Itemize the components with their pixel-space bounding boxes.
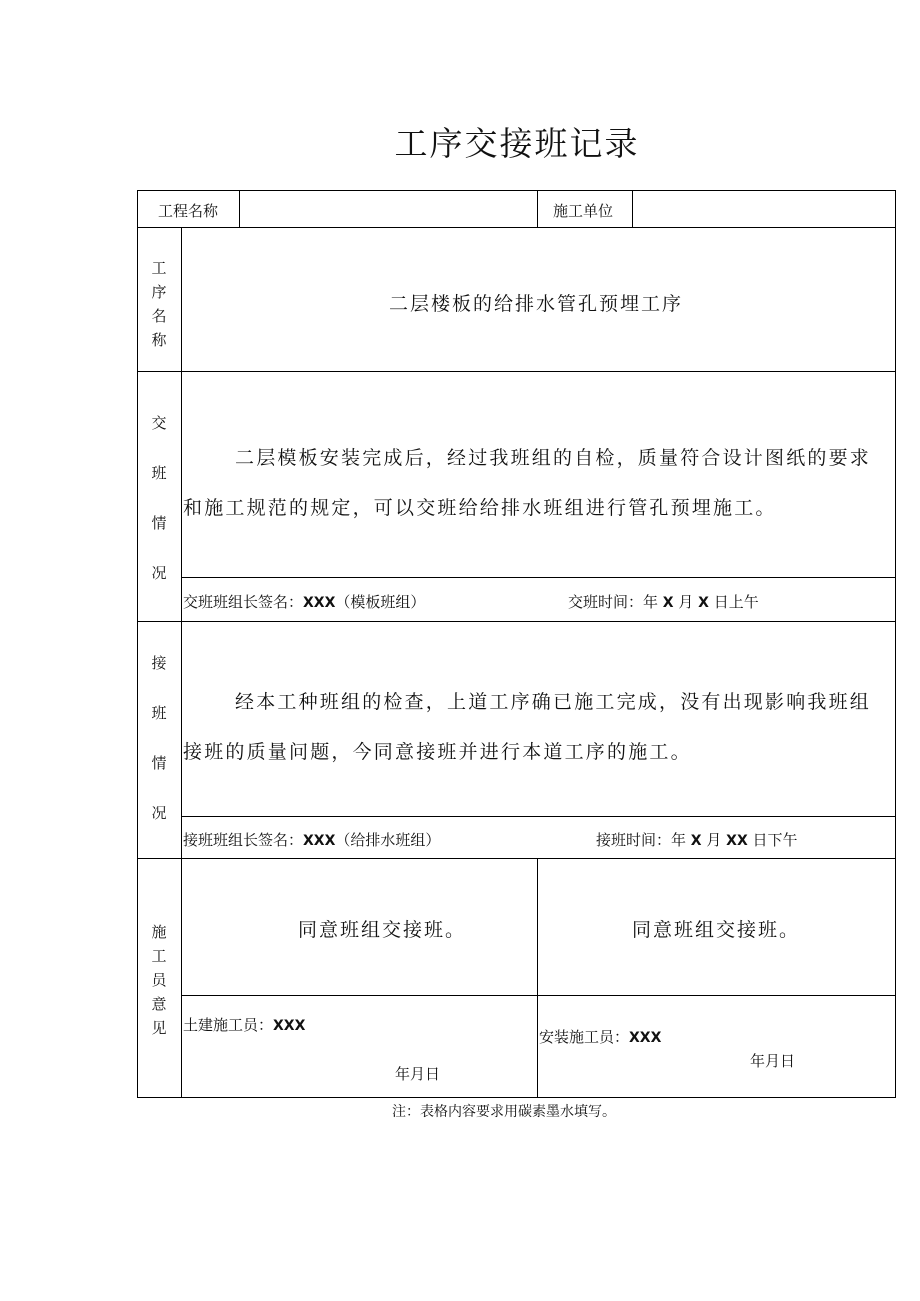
handover-time: [568, 591, 759, 612]
side-char: 工: [151, 947, 167, 965]
takeover-time: [596, 829, 798, 850]
civil-engineer-label: 土建施工员：: [183, 1016, 274, 1034]
side-char: 班: [151, 464, 167, 482]
project-name-field[interactable]: [241, 192, 535, 226]
side-char: 况: [151, 564, 167, 582]
civil-engineer-signature: [183, 1014, 305, 1035]
side-char: 情: [151, 754, 167, 772]
side-char: 工: [151, 259, 167, 277]
handover-time-label: 交班时间：年: [568, 593, 659, 611]
handover-leader-team: （模板班组）: [335, 593, 426, 611]
install-engineer-signature: [539, 1026, 661, 1047]
handover-leader-signature: [183, 591, 425, 612]
civil-engineer-name: XXX: [273, 1018, 306, 1034]
side-char: 名: [151, 307, 167, 325]
handover-time-day-unit: 日上午: [713, 593, 759, 611]
handover-time-month: X: [662, 595, 674, 611]
handover-time-month-unit: 月: [678, 593, 694, 611]
takeover-paragraph-line-1: 经本工种班组的检查，上道工序确已施工完成，没有出现影响我班组: [235, 691, 872, 713]
side-char: 况: [151, 804, 167, 822]
takeover-leader-label: 接班班组长签名：: [183, 831, 304, 849]
side-char: 交: [151, 414, 167, 432]
footnote: 注：表格内容要求用碳素墨水填写。: [392, 1104, 616, 1120]
side-char: 序: [151, 283, 167, 301]
takeover-side-label: [138, 638, 180, 838]
opinion-side-label: [138, 920, 180, 1040]
handover-paragraph-line-1: 二层模板安装完成后，经过我班组的自检，质量符合设计图纸的要求: [235, 447, 872, 469]
side-char: 员: [151, 971, 167, 989]
install-opinion-text: 同意班组交接班。: [632, 919, 801, 941]
project-name-label: 工程名称: [158, 202, 219, 220]
handover-leader-label: 交班班组长签名：: [183, 593, 304, 611]
civil-opinion-text: 同意班组交接班。: [298, 919, 467, 941]
construction-unit-label: 施工单位: [553, 202, 614, 220]
handover-time-day: X: [698, 595, 709, 611]
side-char: 情: [151, 514, 167, 532]
side-char: 见: [151, 1019, 167, 1037]
takeover-time-day-unit: 日下午: [752, 831, 798, 849]
process-side-label: [138, 256, 180, 352]
takeover-leader-team: （给排水班组）: [335, 831, 441, 849]
side-char: 接: [151, 654, 167, 672]
civil-date: 年月日: [395, 1065, 441, 1083]
takeover-time-day: XX: [726, 833, 748, 849]
handover-leader-name: XXX: [303, 595, 336, 611]
takeover-time-month: X: [690, 833, 702, 849]
install-engineer-label: 安装施工员：: [539, 1028, 630, 1046]
process-name-value: 二层楼板的给排水管孔预埋工序: [389, 293, 684, 315]
takeover-leader-name: XXX: [303, 833, 336, 849]
side-char: 意: [151, 995, 167, 1013]
page-title: 工序交接班记录: [394, 124, 640, 163]
takeover-time-month-unit: 月: [706, 831, 722, 849]
side-char: 施: [151, 923, 167, 941]
handover-side-label: [138, 398, 180, 598]
install-date: 年月日: [750, 1052, 796, 1070]
takeover-paragraph-line-2: 接班的质量问题，今同意接班并进行本道工序的施工。: [183, 741, 692, 763]
side-char: 称: [151, 331, 167, 349]
side-char: 班: [151, 704, 167, 722]
install-engineer-name: XXX: [629, 1030, 662, 1046]
takeover-leader-signature: [183, 829, 440, 850]
takeover-time-label: 接班时间：年: [596, 831, 687, 849]
construction-unit-field[interactable]: [634, 192, 893, 226]
handover-paragraph-line-2: 和施工规范的规定，可以交班给给排水班组进行管孔预埋施工。: [183, 497, 777, 519]
